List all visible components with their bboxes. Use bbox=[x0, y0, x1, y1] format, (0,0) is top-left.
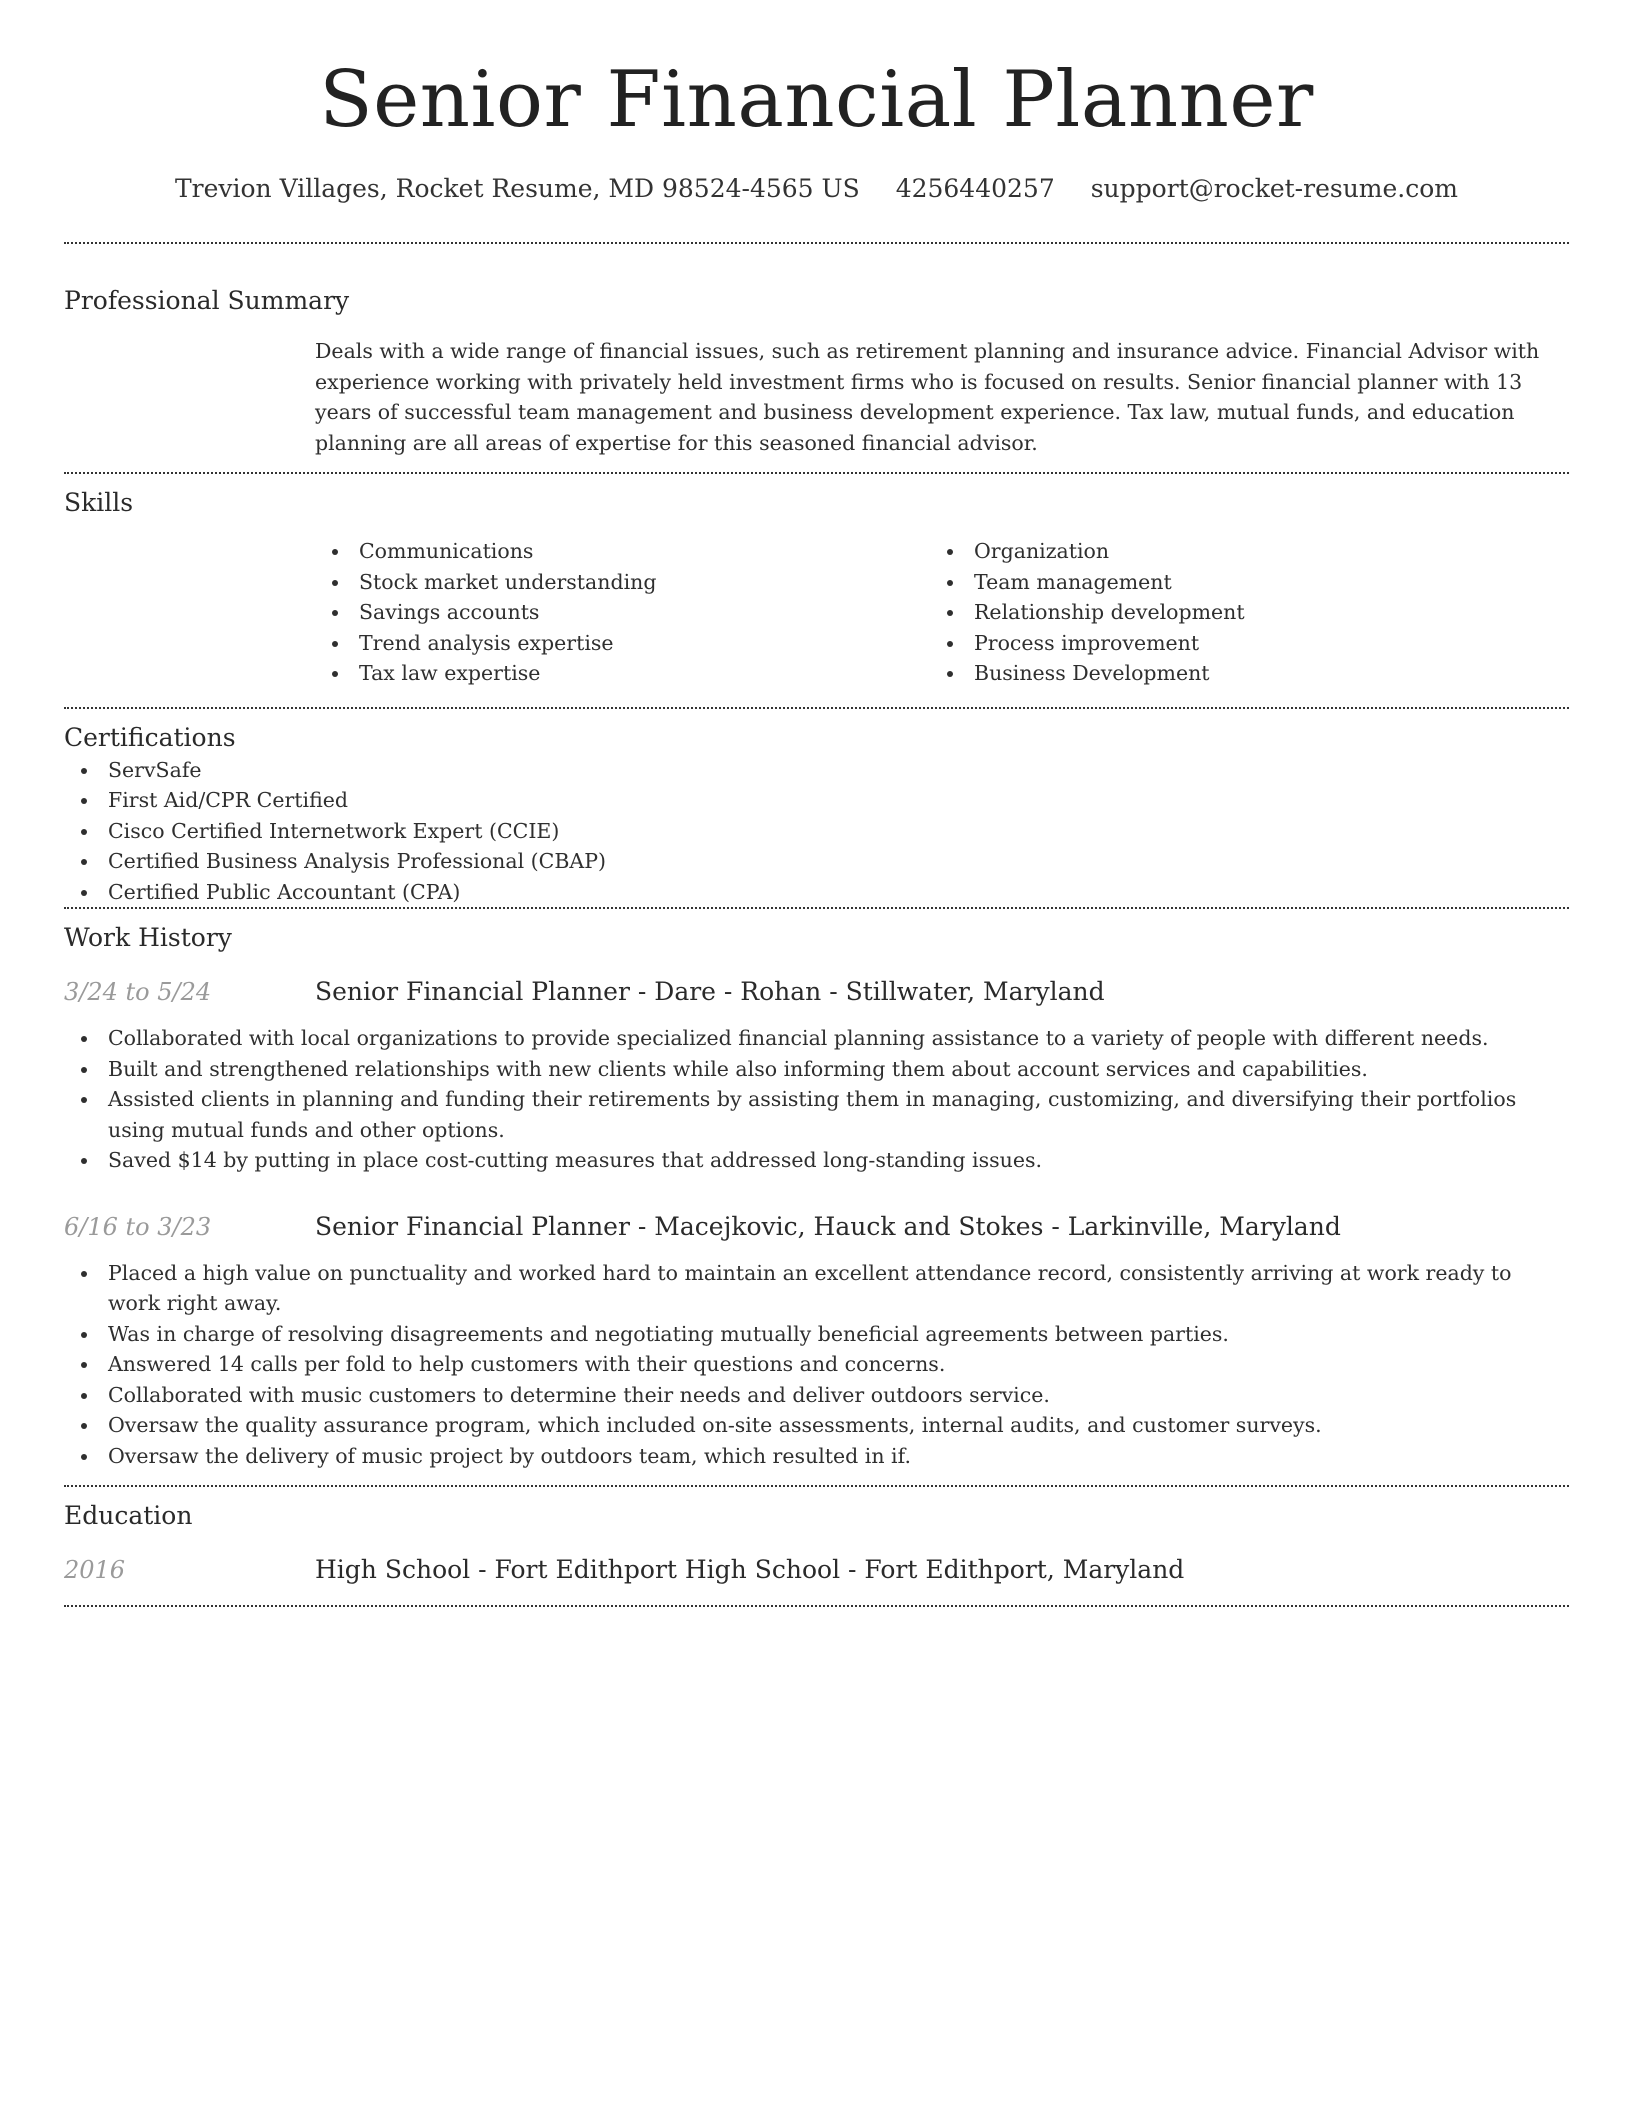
list-item: Business Development bbox=[930, 658, 1545, 689]
certifications-section bbox=[64, 721, 1569, 908]
job-bullets bbox=[64, 1023, 1569, 1176]
list-item: Cisco Certified Internetwork Expert (CCIE) bbox=[64, 816, 1569, 847]
list-item: Oversaw the quality assurance program, which included on-site assessments, internal audits, and customer surveys. bbox=[64, 1410, 1569, 1441]
divider bbox=[64, 472, 1569, 474]
summary-section bbox=[64, 284, 1569, 458]
divider bbox=[64, 907, 1569, 909]
work-history-heading: Work History bbox=[64, 923, 232, 952]
list-item: Collaborated with local organizations to provide specialized financial planning assistance to a variety of people with different needs. bbox=[64, 1023, 1569, 1054]
list-item: Team management bbox=[930, 567, 1545, 598]
skills-section bbox=[64, 486, 1569, 689]
divider bbox=[64, 1605, 1569, 1607]
list-item: Built and strengthened relationships with new clients while also informing them about account services and capabilities. bbox=[64, 1054, 1569, 1085]
job-title: Senior Financial Planner - Dare - Rohan - Stillwater, Maryland bbox=[315, 977, 1105, 1006]
skills-grid bbox=[315, 536, 1569, 689]
job-dates: 6/16 to 3/23 bbox=[64, 1212, 212, 1241]
list-item: Oversaw the delivery of music project by outdoors team, which resulted in if. bbox=[64, 1441, 1569, 1472]
work-history-section bbox=[64, 921, 1569, 1485]
list-item: Trend analysis expertise bbox=[315, 628, 930, 659]
education-year: 2016 bbox=[64, 1556, 126, 1584]
list-item: Was in charge of resolving disagreements and negotiating mutually beneficial agreements between parties. bbox=[64, 1319, 1569, 1350]
list-item: Assisted clients in planning and funding their retirements by assisting them in managing, customizing, and diversifying their portfolios using mutual funds and other options. bbox=[64, 1084, 1569, 1145]
list-item: Stock market understanding bbox=[315, 567, 930, 598]
list-item: Communications bbox=[315, 536, 930, 567]
list-item: Certified Business Analysis Professional (CBAP) bbox=[64, 846, 1569, 877]
skills-list-right bbox=[930, 536, 1545, 689]
list-item: First Aid/CPR Certified bbox=[64, 785, 1569, 816]
job-bullets bbox=[64, 1258, 1569, 1472]
contact-address: Trevion Villages, Rocket Resume, MD 98524-4565 US bbox=[174, 174, 860, 203]
list-item: Collaborated with music customers to determine their needs and deliver outdoors service. bbox=[64, 1380, 1569, 1411]
contact-email: support@rocket-resume.com bbox=[1090, 174, 1459, 203]
job-dates: 3/24 to 5/24 bbox=[64, 978, 212, 1006]
skills-list-left bbox=[315, 536, 930, 689]
list-item: Relationship development bbox=[930, 597, 1545, 628]
education-heading: Education bbox=[64, 1501, 193, 1530]
job-entry bbox=[64, 975, 1569, 1176]
education-section bbox=[64, 1499, 1569, 1587]
education-entry bbox=[64, 1553, 1569, 1587]
list-item: Tax law expertise bbox=[315, 658, 930, 689]
summary-text: Deals with a wide range of financial issues, such as retirement planning and insurance advice. Financial Advisor with experience working with privately held investment firms who is focused on results. Senior financial planner with 13 years of successful team management and business development experience. Tax law, mutual funds, and education planning are all areas of expertise for this seasoned financial advisor. bbox=[315, 339, 1540, 455]
list-item: Certified Public Accountant (CPA) bbox=[64, 877, 1569, 908]
list-item: ServSafe bbox=[64, 755, 1569, 786]
list-item: Savings accounts bbox=[315, 597, 930, 628]
contact-line bbox=[64, 172, 1569, 206]
list-item: Process improvement bbox=[930, 628, 1545, 659]
resume-page bbox=[64, 0, 1569, 1607]
summary-heading: Professional Summary bbox=[64, 286, 350, 315]
job-entry bbox=[64, 1210, 1569, 1472]
resume-title: Senior Financial Planner bbox=[319, 55, 1314, 145]
job-title: Senior Financial Planner - Macejkovic, Hauck and Stokes - Larkinville, Maryland bbox=[315, 1211, 1341, 1241]
certifications-list bbox=[64, 755, 1569, 908]
list-item: Saved $14 by putting in place cost-cutting measures that addressed long-standing issues. bbox=[64, 1145, 1569, 1176]
list-item: Placed a high value on punctuality and worked hard to maintain an excellent attendance record, consistently arriving at work ready to work right away. bbox=[64, 1258, 1569, 1319]
divider bbox=[64, 707, 1569, 709]
list-item: Organization bbox=[930, 536, 1545, 567]
certifications-heading: Certifications bbox=[64, 722, 236, 752]
divider bbox=[64, 1485, 1569, 1487]
divider bbox=[64, 242, 1569, 244]
list-item: Answered 14 calls per fold to help customers with their questions and concerns. bbox=[64, 1349, 1569, 1380]
spacer bbox=[64, 1471, 1569, 1485]
contact-phone: 4256440257 bbox=[895, 174, 1055, 203]
education-title: High School - Fort Edithport High School - Fort Edithport, Maryland bbox=[315, 1555, 1185, 1584]
job-header bbox=[64, 1210, 1569, 1244]
job-header bbox=[64, 975, 1569, 1009]
skills-heading: Skills bbox=[64, 488, 134, 517]
